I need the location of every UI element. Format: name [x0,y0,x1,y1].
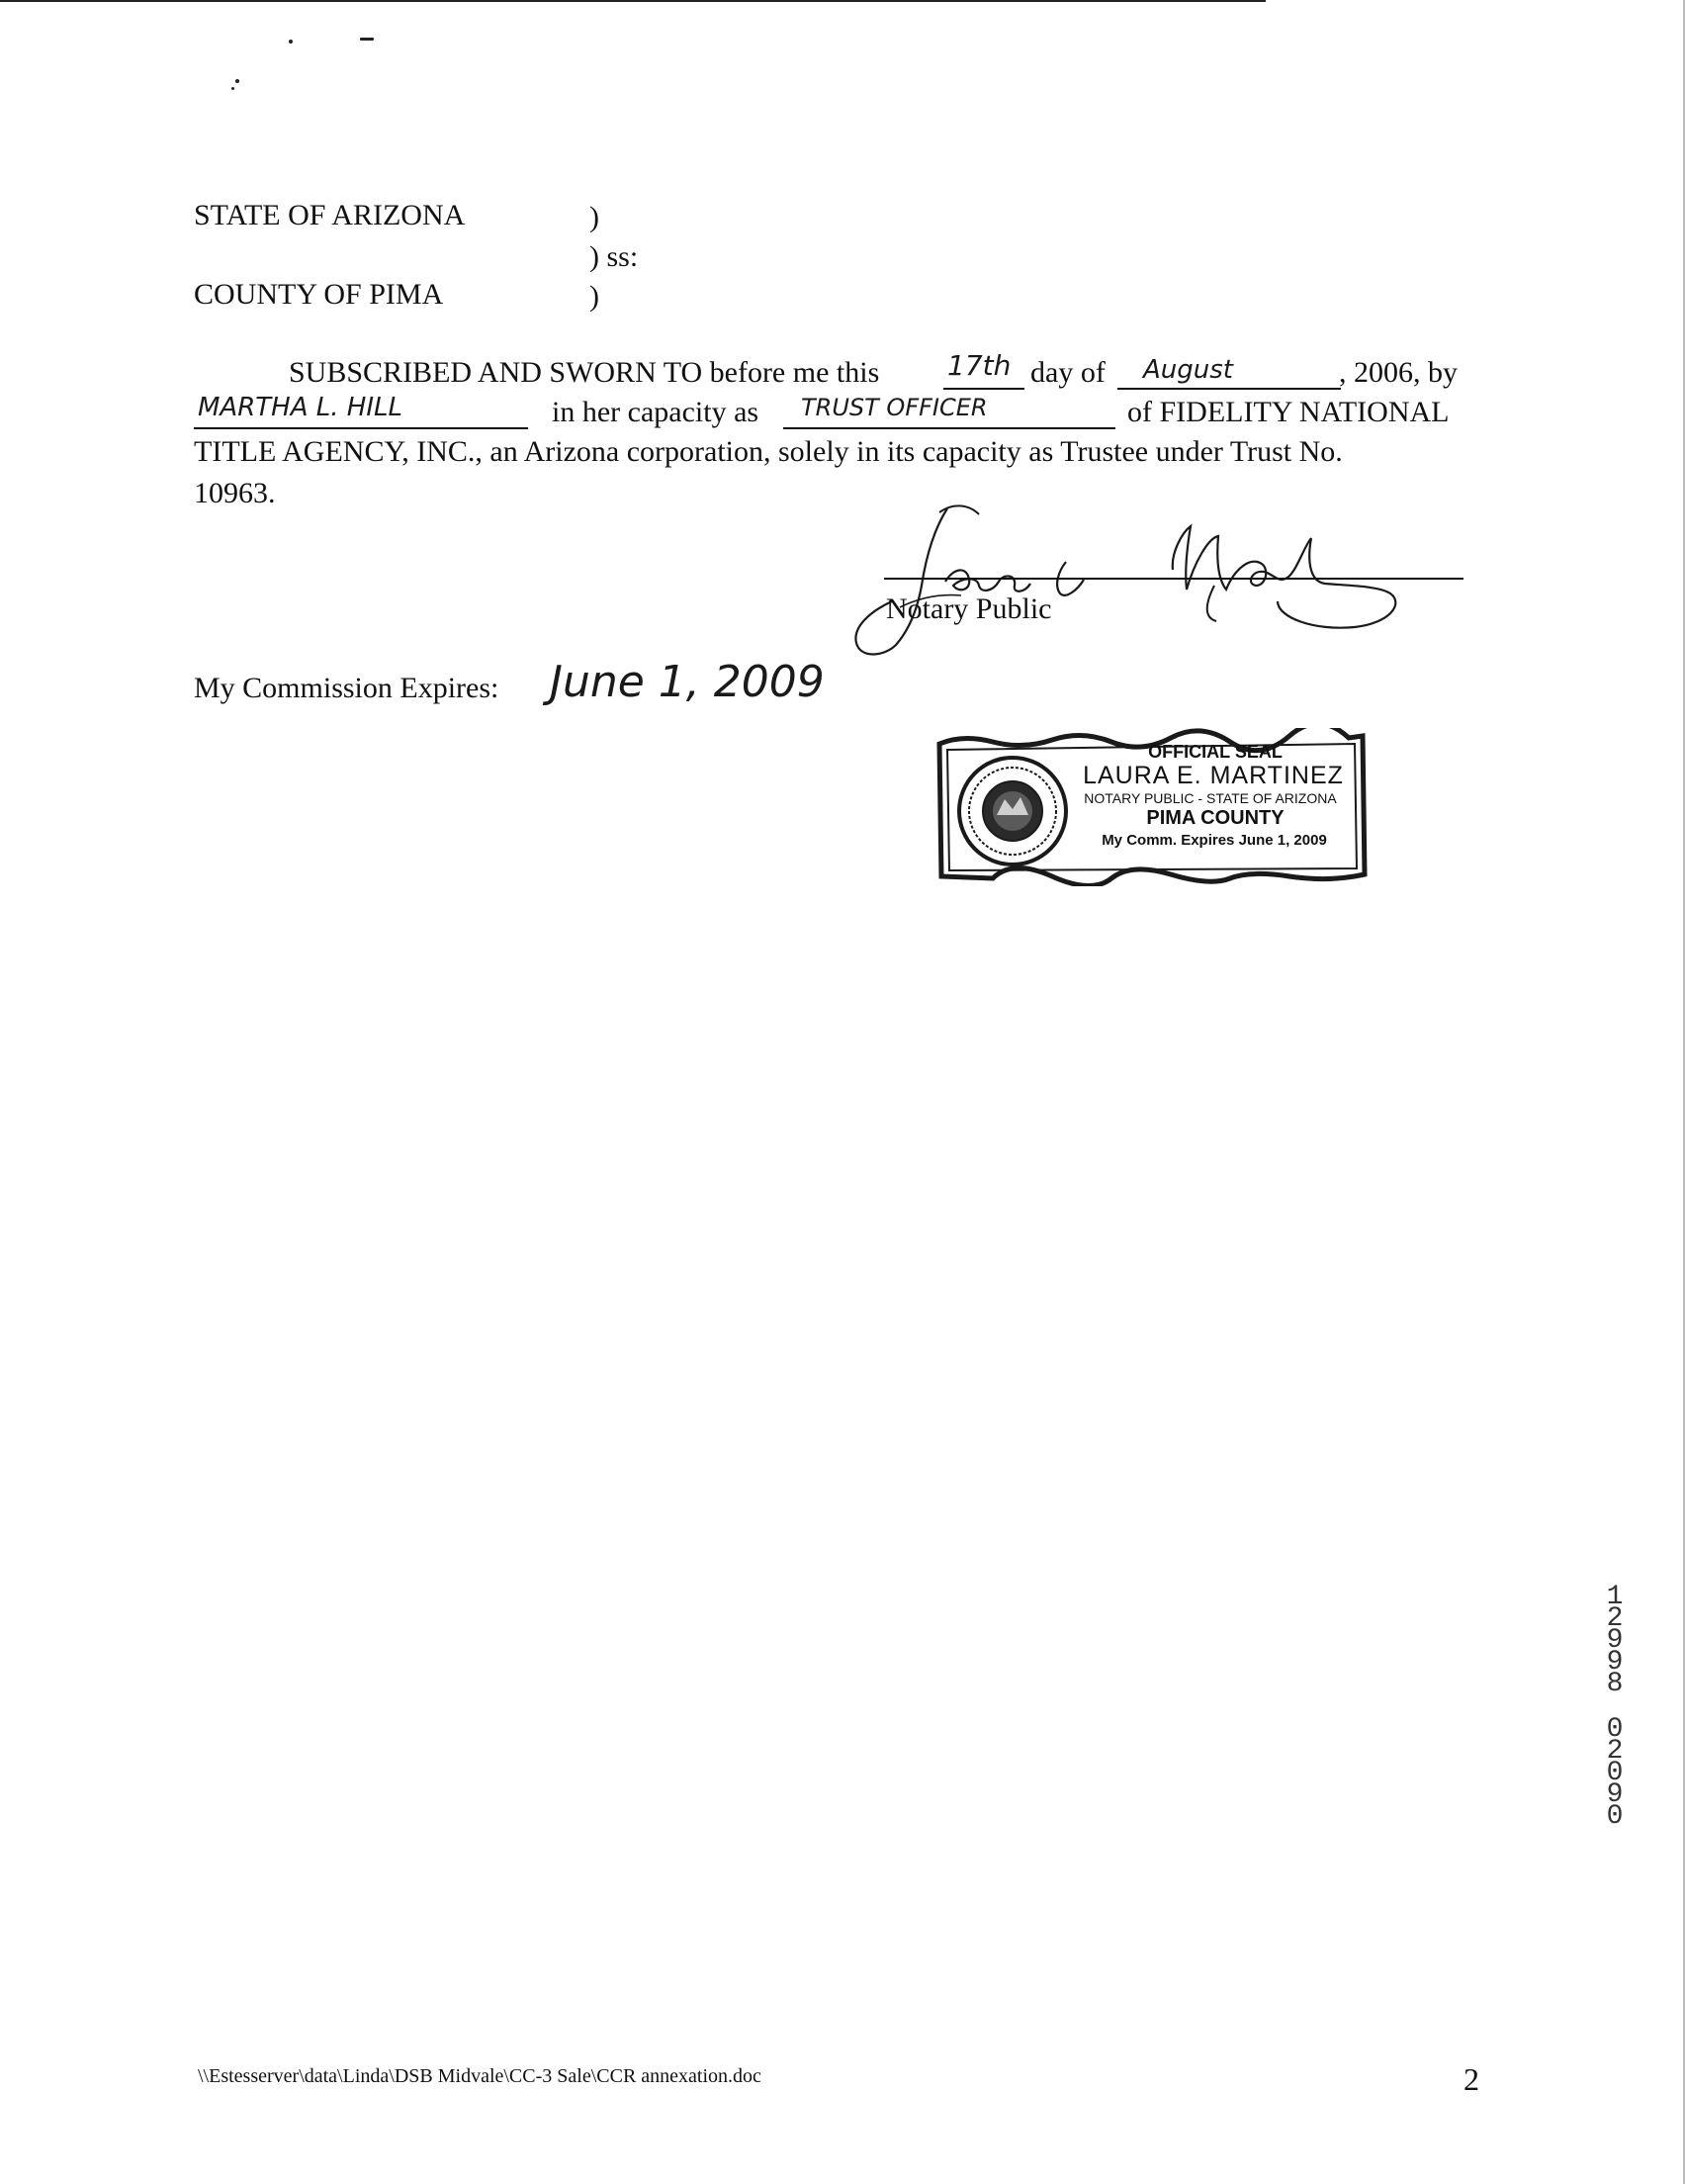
signature-line [884,578,1463,580]
handwritten-signer-name: MARTHA L. HILL [198,393,402,422]
commission-label: My Commission Expires: [194,672,499,704]
venue-paren: ) [589,280,599,313]
notary-signature [831,491,1424,669]
venue-ss: ) ss: [589,240,639,273]
bates-digit: 2 [1606,1603,1624,1634]
jurat-line4: 10963. [194,477,276,509]
jurat-line1-day-of: day of [1030,356,1106,389]
bates-digit: 0 [1606,1801,1624,1832]
notary-public-label: Notary Public [886,592,1052,625]
footer-file-path: \\Estesserver\data\Linda\DSB Midvale\CC-3 Sale\CCR annexation.doc [198,2065,761,2087]
seal-notary-title: NOTARY PUBLIC - STATE OF ARIZONA [1084,790,1337,806]
venue-county: COUNTY OF PIMA [194,278,444,311]
bates-number [1600,1582,1630,1832]
handwritten-commission-date: June 1, 2009 [550,657,825,707]
bates-digit: 2 [1606,1736,1624,1767]
bates-digit: 0 [1606,1714,1624,1745]
scan-speck [231,87,234,90]
bates-digit: 9 [1606,1625,1624,1656]
jurat-line2-suffix: of FIDELITY NATIONAL [1127,396,1450,428]
seal-expiration: My Comm. Expires June 1, 2009 [1102,832,1327,849]
bates-digit: 0 [1606,1758,1624,1788]
bates-digit: 1 [1606,1582,1624,1612]
venue-state: STATE OF ARIZONA [194,199,466,231]
jurat-line1-prefix: SUBSCRIBED AND SWORN TO before me this [289,356,880,389]
bates-digit: 9 [1606,1647,1624,1678]
seal-notary-name: LAURA E. MARTINEZ [1083,762,1344,789]
bates-digit: 9 [1606,1779,1624,1810]
venue-paren: ) [589,201,599,233]
jurat-line2-mid: in her capacity as [552,396,759,428]
scan-speck [235,79,239,83]
official-seal-stamp [933,728,1369,886]
handwritten-day: 17th [947,349,1012,382]
bates-digit: 8 [1606,1669,1624,1699]
scan-speck [360,38,374,41]
seal-header: OFFICIAL SEAL [1148,742,1283,762]
seal-county: PIMA COUNTY [1146,807,1285,829]
jurat-line3: TITLE AGENCY, INC., an Arizona corporation, solely in its capacity as Trustee under Trust No. [194,435,1343,468]
top-edge-rule [0,0,1266,2]
handwritten-capacity: TRUST OFFICER [801,394,988,421]
jurat-line1-suffix: , 2006, by [1339,356,1458,389]
scan-speck [289,40,293,44]
page-number: 2 [1463,2061,1479,2097]
handwritten-month: August [1143,355,1233,385]
